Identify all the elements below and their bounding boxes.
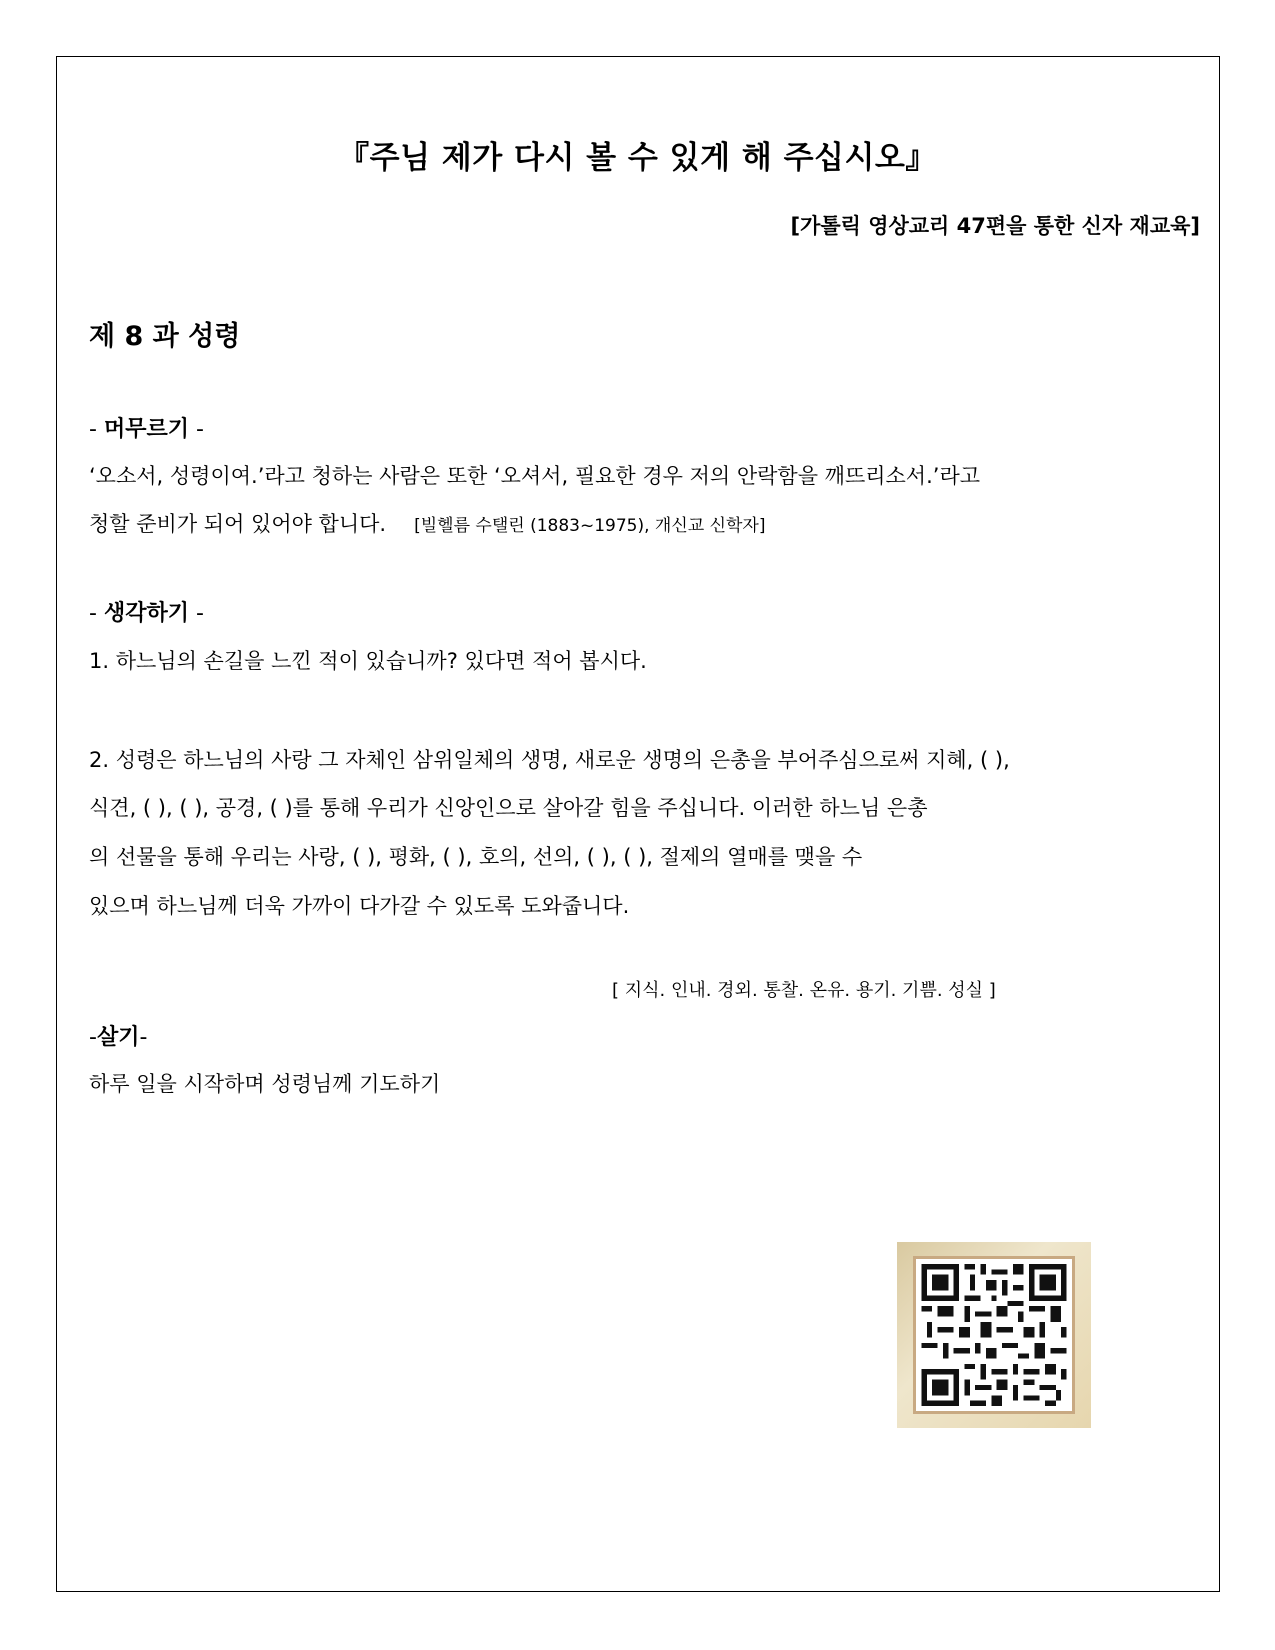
heading-prefix: - <box>89 601 104 626</box>
question-2-line-3: 의 선물을 통해 우리는 사랑, ( ), 평화, ( ), 호의, 선의, ( ), ( ), 절제의 열매를 맺을 수 <box>89 845 863 869</box>
heading-suffix: - <box>188 601 204 626</box>
qr-code-icon[interactable] <box>913 1256 1075 1414</box>
question-2-line-4: 있으며 하느님께 더욱 가까이 다가갈 수 있도록 도와줍니다. <box>89 894 630 918</box>
heading-suffix: - <box>188 417 204 442</box>
heading-text: 머무르기 <box>103 417 189 442</box>
section-heading-think <box>89 596 204 627</box>
section-heading-live <box>89 1020 147 1051</box>
lesson-title: 제 8 과 성령 <box>89 321 241 352</box>
word-bank: [ 지식. 인내. 경외. 통찰. 온유. 용기. 기쁨. 성실 ] <box>612 980 996 1001</box>
heading-suffix: - <box>139 1025 148 1050</box>
question-1: 1. 하느님의 손길을 느낀 적이 있습니까? 있다면 적어 봅시다. <box>89 649 647 673</box>
section-heading-dwell <box>89 412 204 443</box>
question-2-line-2: 식견, ( ), ( ), 공경, ( )를 통해 우리가 신앙인으로 살아갈 힘을 주십니다. 이러한 하느님 은총 <box>89 796 928 820</box>
heading-text: 생각하기 <box>103 601 189 626</box>
heading-text: 살기 <box>96 1025 140 1050</box>
document-subtitle: [가톨릭 영상교리 47편을 통한 신자 재교육] <box>790 214 1200 238</box>
dwell-citation: [빌헬름 수탤린 (1883~1975), 개신교 신학자] <box>414 516 766 536</box>
heading-prefix: - <box>89 417 104 442</box>
dwell-quote-text: 청할 준비가 되어 있어야 합니다. <box>89 512 387 536</box>
qr-code-frame <box>897 1242 1091 1428</box>
question-2-line-1: 2. 성령은 하느님의 사랑 그 자체인 삼위일체의 생명, 새로운 생명의 은총을 부어주심으로써 지혜, ( ), <box>89 748 1010 772</box>
live-activity-text: 하루 일을 시작하며 성령님께 기도하기 <box>89 1072 441 1096</box>
dwell-quote-line-1: ‘오소서, 성령이여.’라고 청하는 사람은 또한 ‘오셔서, 필요한 경우 저의 안락함을 깨뜨리소서.’라고 <box>89 464 981 488</box>
dwell-quote-line-2 <box>89 508 765 538</box>
heading-prefix: - <box>89 1025 97 1050</box>
document-title: 『주님 제가 다시 볼 수 있게 해 주십시오』 <box>338 140 937 176</box>
